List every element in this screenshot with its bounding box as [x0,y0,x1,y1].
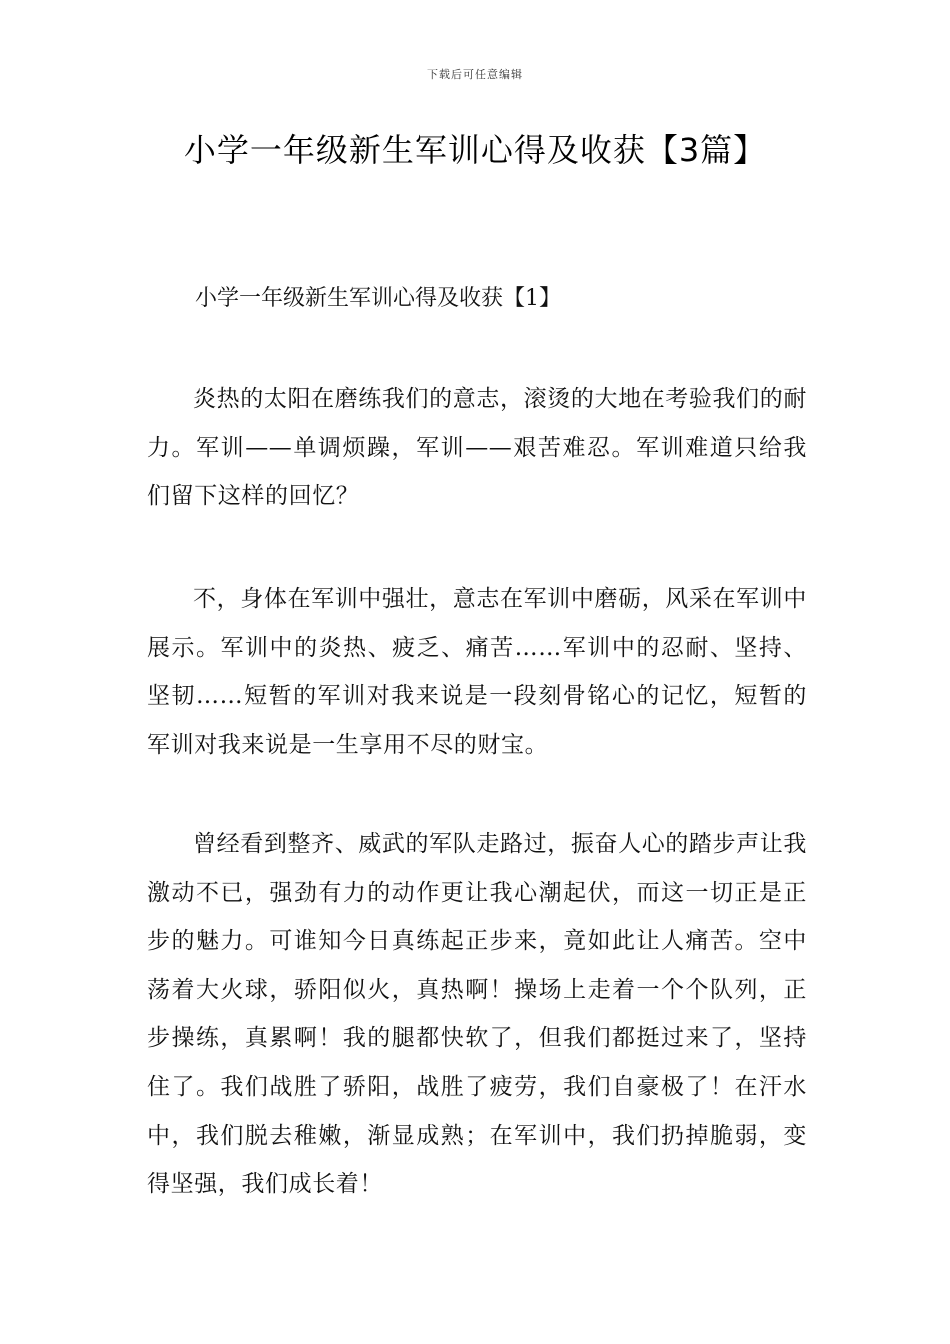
paragraph: 不，身体在军训中强壮，意志在军训中磨砺，风采在军训中展示。军训中的炎热、疲乏、痛苦……军训中的忍耐、坚持、坚韧……短暂的军训对我来说是一段刻骨铭心的记忆，短暂的军训对我来说是一生享用不尽的财宝。 [147,586,807,758]
header-note: 下载后可任意编辑 [427,68,523,81]
document-title: 小学一年级新生军训心得及收获【3篇】 [183,131,767,169]
paragraph: 炎热的太阳在磨练我们的意志，滚烫的大地在考验我们的耐力。军训——单调烦躁，军训——艰苦难忍。军训难道只给我们留下这样的回忆？ [147,386,807,510]
section-heading: 小学一年级新生军训心得及收获【1】 [195,286,561,311]
paragraph: 曾经看到整齐、威武的军队走路过，振奋人心的踏步声让我激动不已，强劲有力的动作更让我心潮起伏，而这一切正是正步的魅力。可谁知今日真练起正步来，竟如此让人痛苦。空中荡着大火球，骄阳似火，真热啊！操场上走着一个个队列，正步操练，真累啊！我的腿都快软了，但我们都挺过来了，坚持住了。我们战胜了骄阳，战胜了疲劳，我们自豪极了！在汗水中，我们脱去稚嫩，渐显成熟；在军训中，我们扔掉脆弱，变得坚强，我们成长着！ [147,831,807,1198]
